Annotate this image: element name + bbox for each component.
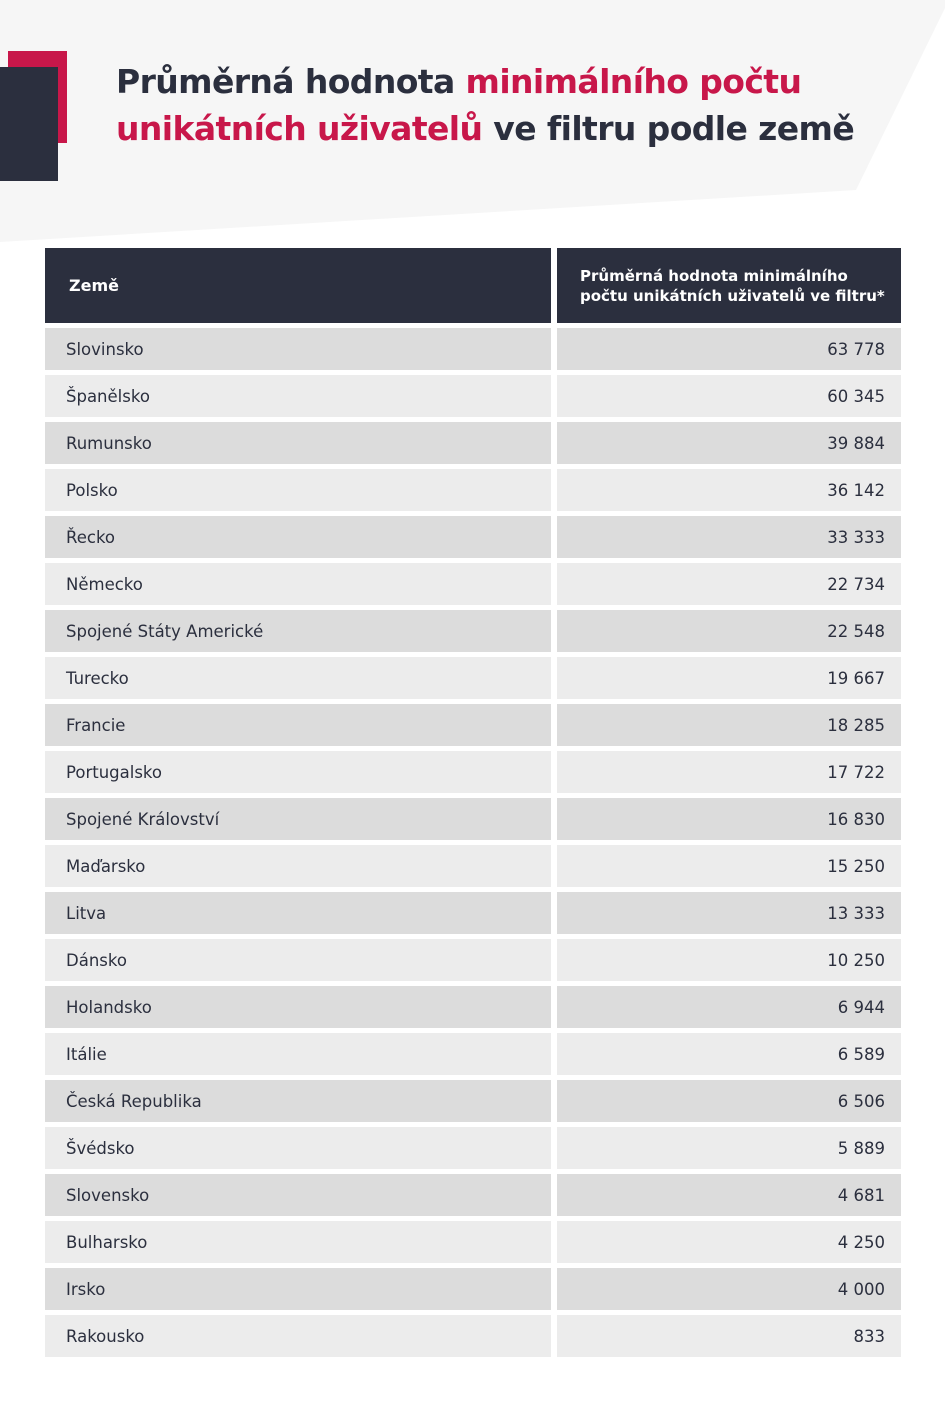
value-cell: 18 285 (557, 704, 901, 746)
country-cell: Dánsko (45, 939, 551, 981)
table-row (45, 563, 901, 605)
table-row (45, 610, 901, 652)
value-cell: 13 333 (557, 892, 901, 934)
value-cell: 4 000 (557, 1268, 901, 1310)
table-row (45, 1315, 901, 1357)
table-row (45, 1174, 901, 1216)
country-cell: Spojené Království (45, 798, 551, 840)
value-cell: 22 548 (557, 610, 901, 652)
value-cell: 39 884 (557, 422, 901, 464)
table-row (45, 516, 901, 558)
country-table (45, 248, 901, 1362)
value-cell: 6 589 (557, 1033, 901, 1075)
country-cell: Polsko (45, 469, 551, 511)
country-cell: Litva (45, 892, 551, 934)
table-row (45, 704, 901, 746)
table-row (45, 657, 901, 699)
table-row (45, 1033, 901, 1075)
table-body (45, 328, 901, 1357)
table-row (45, 986, 901, 1028)
country-cell: Bulharsko (45, 1221, 551, 1263)
value-cell: 60 345 (557, 375, 901, 417)
value-cell: 5 889 (557, 1127, 901, 1169)
country-cell: Portugalsko (45, 751, 551, 793)
table-row (45, 939, 901, 981)
country-cell: Turecko (45, 657, 551, 699)
country-cell: Řecko (45, 516, 551, 558)
header-country: Země (45, 248, 551, 323)
value-cell: 6 506 (557, 1080, 901, 1122)
title-part-1: Průměrná hodnota (116, 62, 466, 101)
table-row (45, 422, 901, 464)
country-cell: Česká Republika (45, 1080, 551, 1122)
table-row (45, 845, 901, 887)
table-row (45, 1080, 901, 1122)
country-cell: Maďarsko (45, 845, 551, 887)
title-part-2: ve filtru podle země (482, 109, 855, 148)
page-title (116, 58, 916, 152)
country-cell: Irsko (45, 1268, 551, 1310)
table-row (45, 1221, 901, 1263)
value-cell: 15 250 (557, 845, 901, 887)
value-cell: 33 333 (557, 516, 901, 558)
country-cell: Francie (45, 704, 551, 746)
value-cell: 833 (557, 1315, 901, 1357)
country-cell: Slovinsko (45, 328, 551, 370)
table-row (45, 469, 901, 511)
value-cell: 19 667 (557, 657, 901, 699)
country-cell: Itálie (45, 1033, 551, 1075)
country-cell: Švédsko (45, 1127, 551, 1169)
country-cell: Španělsko (45, 375, 551, 417)
value-cell: 6 944 (557, 986, 901, 1028)
country-cell: Slovensko (45, 1174, 551, 1216)
table-row (45, 1268, 901, 1310)
value-cell: 4 250 (557, 1221, 901, 1263)
table-row (45, 892, 901, 934)
title-accent: minimálního počtu unikátních uživatelů (116, 62, 802, 148)
header-value: Průměrná hodnota minimálního počtu unikátních uživatelů ve filtru* (557, 248, 901, 323)
value-cell: 36 142 (557, 469, 901, 511)
table-row (45, 328, 901, 370)
country-cell: Holandsko (45, 986, 551, 1028)
decor-dark-block (0, 67, 58, 181)
table-header-row (45, 248, 901, 323)
country-cell: Spojené Státy Americké (45, 610, 551, 652)
country-cell: Německo (45, 563, 551, 605)
value-cell: 22 734 (557, 563, 901, 605)
country-cell: Rakousko (45, 1315, 551, 1357)
country-cell: Rumunsko (45, 422, 551, 464)
value-cell: 16 830 (557, 798, 901, 840)
table-row (45, 798, 901, 840)
value-cell: 63 778 (557, 328, 901, 370)
value-cell: 4 681 (557, 1174, 901, 1216)
table-row (45, 375, 901, 417)
value-cell: 17 722 (557, 751, 901, 793)
table-row (45, 751, 901, 793)
table-row (45, 1127, 901, 1169)
value-cell: 10 250 (557, 939, 901, 981)
